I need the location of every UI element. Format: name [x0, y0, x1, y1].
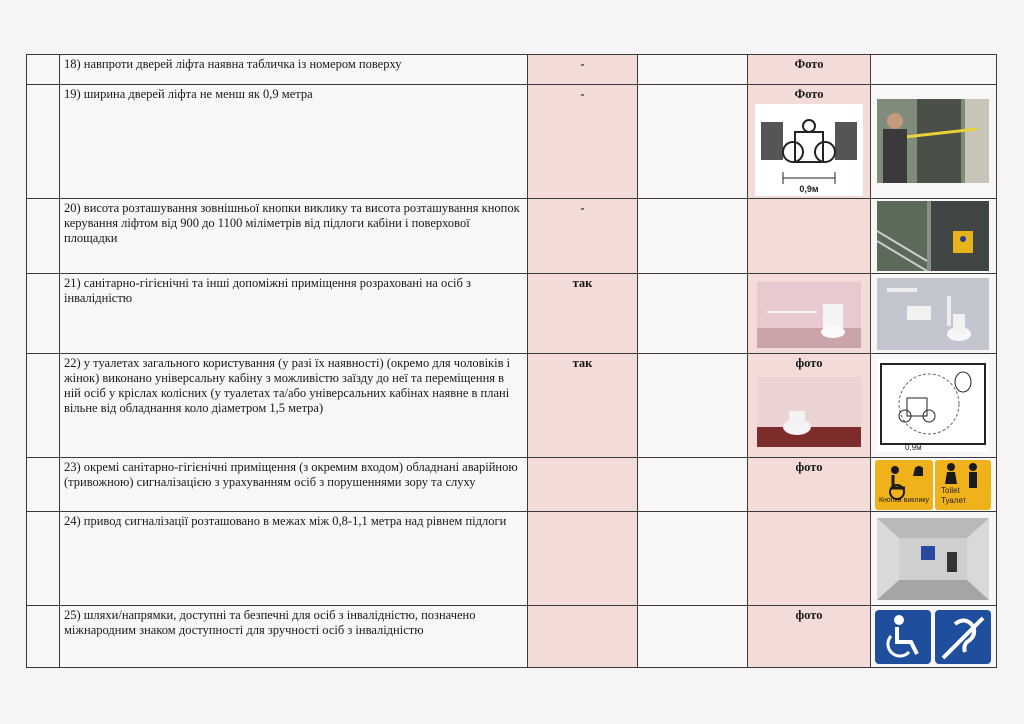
- criterion-text: 18) навпроти дверей ліфта наявна табличка із номером поверху: [60, 55, 528, 85]
- sign-caption: Кнопка виклику: [878, 497, 930, 504]
- photo-cell: [871, 274, 997, 354]
- wheelchair-door-diagram-icon: [755, 104, 863, 196]
- answer-cell: так: [528, 354, 638, 458]
- toilet-room-photo: [757, 282, 861, 348]
- hearing-ear-icon: [935, 610, 991, 664]
- answer-cell: [528, 458, 638, 512]
- criterion-text: 23) окремі санітарно-гігієнічні приміщення (з окремим входом) обладнані аварійною (тривожною) сигналізацією з урахуванням осіб з порушеннями зору та слуху: [60, 458, 528, 512]
- table-row: [27, 85, 997, 199]
- accessibility-sign: [875, 610, 931, 664]
- row-index-cell: [27, 606, 60, 668]
- photo-label: фото: [795, 356, 823, 370]
- row-index-cell: [27, 85, 60, 199]
- note-cell: [638, 55, 748, 85]
- door-width-diagram: [755, 104, 863, 196]
- call-button-sign: [875, 460, 933, 510]
- table-row: [27, 274, 997, 354]
- row-index-cell: [27, 458, 60, 512]
- note-cell: [638, 85, 748, 199]
- cabin-plan-icon: [877, 358, 989, 452]
- note-cell: [638, 199, 748, 274]
- photo-icon: [877, 99, 989, 183]
- criterion-text: 25) шляхи/напрямки, доступні та безпечні для осіб з інвалідністю, позначено міжнародним знаком доступності для зручності осіб з інвалідністю: [60, 606, 528, 668]
- photo-icon: [877, 278, 989, 350]
- lift-door-measurement-photo: [877, 99, 989, 183]
- photo-label-cell: фото: [748, 606, 871, 668]
- table-row: [27, 458, 997, 512]
- row-index-cell: [27, 274, 60, 354]
- universal-cabin-photo: [757, 377, 861, 447]
- row-index-cell: [27, 199, 60, 274]
- wheelchair-icon: [875, 610, 931, 664]
- photo-cell: [871, 85, 997, 199]
- photo-label-cell: [748, 199, 871, 274]
- row-index-cell: [27, 55, 60, 85]
- answer-cell: -: [528, 55, 638, 85]
- photo-icon: [757, 282, 861, 348]
- photo-cell: [871, 199, 997, 274]
- criterion-text: 24) привод сигналізації розташовано в межах між 0,8-1,1 метра над рівнем підлоги: [60, 512, 528, 606]
- note-cell: [638, 458, 748, 512]
- photo-cell: [871, 512, 997, 606]
- row-index-cell: [27, 354, 60, 458]
- photo-icon: [877, 518, 989, 600]
- call-button-photo: [877, 201, 989, 271]
- photo-cell: [871, 606, 997, 668]
- answer-cell: так: [528, 274, 638, 354]
- photo-label-cell: [748, 512, 871, 606]
- sign-caption-en: Toilet: [941, 486, 960, 495]
- accessibility-checklist-table: [26, 54, 997, 668]
- table-row: [27, 55, 997, 85]
- answer-cell: [528, 606, 638, 668]
- note-cell: [638, 512, 748, 606]
- dimension-label: 0,9м: [905, 443, 922, 452]
- photo-label-cell: [748, 354, 871, 458]
- criterion-text: 19) ширина дверей ліфта не менш як 0,9 метра: [60, 85, 528, 199]
- photo-cell: [871, 55, 997, 85]
- table-row: [27, 512, 997, 606]
- criterion-text: 20) висота розташування зовнішньої кнопки виклику та висота розташування кнопок керування ліфтом від 900 до 1100 міліметрів від підлоги кабіни і поверхової площадки: [60, 199, 528, 274]
- photo-icon: [877, 201, 989, 271]
- answer-cell: [528, 512, 638, 606]
- photo-label-cell: фото: [748, 458, 871, 512]
- answer-cell: -: [528, 199, 638, 274]
- photo-label-cell: [748, 274, 871, 354]
- alarm-room-render: [877, 518, 989, 600]
- hearing-loop-sign: [935, 610, 991, 664]
- dimension-label: 0,9м: [799, 184, 819, 194]
- toilet-sign: [935, 460, 991, 510]
- photo-label: Фото: [794, 87, 824, 101]
- photo-cell: [871, 354, 997, 458]
- note-cell: [638, 606, 748, 668]
- row-index-cell: [27, 512, 60, 606]
- accessible-toilet-photo: [877, 278, 989, 350]
- table-row: [27, 606, 997, 668]
- table-row: [27, 354, 997, 458]
- photo-label-cell: Фото: [748, 55, 871, 85]
- note-cell: [638, 354, 748, 458]
- photo-cell: [871, 458, 997, 512]
- photo-label-cell: [748, 85, 871, 199]
- criterion-text: 22) у туалетах загального користування (у разі їх наявності) (окремо для чоловіків і жінок) виконано універсальну кабіну з можливістю заїзду до неї та переміщення в ній осіб у кріслах колісних (у туалетах та/або універсальних кабінах наявне в плані вільне від обладнання коло діаметром 1,5 метра): [60, 354, 528, 458]
- note-cell: [638, 274, 748, 354]
- cabin-plan-diagram: [877, 358, 989, 452]
- criterion-text: 21) санітарно-гігієнічні та інші допоміжні приміщення розраховані на осіб з інвалідністю: [60, 274, 528, 354]
- photo-icon: [757, 377, 861, 447]
- table-row: [27, 199, 997, 274]
- answer-cell: -: [528, 85, 638, 199]
- sign-caption-uk: Туалет: [941, 496, 967, 505]
